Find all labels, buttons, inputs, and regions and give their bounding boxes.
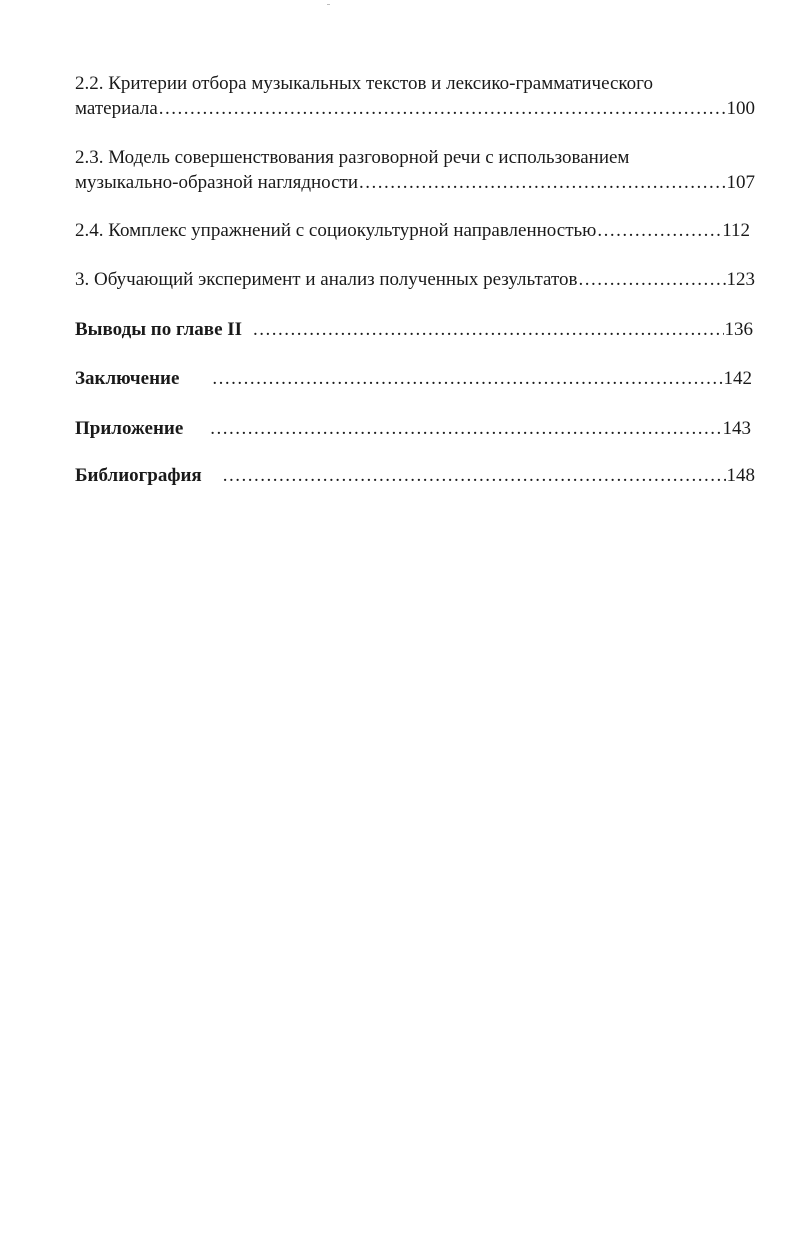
toc-entry-conclusion-label: Заключение — [75, 368, 180, 389]
toc-entry-2-4-label: 2.4. Комплекс упражнений с социокультурной направленностью — [75, 220, 597, 241]
toc-entry-conclusions-ch2[interactable] — [75, 318, 753, 342]
dot-leader — [253, 318, 723, 342]
dot-leader — [578, 268, 725, 292]
dot-leader — [159, 97, 726, 121]
toc-entry-2-3-label: музыкально-образной наглядности — [75, 172, 359, 193]
toc-entry-conclusion-page: 142 — [723, 368, 752, 389]
toc-entry-conclusions-ch2-label: Выводы по главе II — [75, 319, 243, 340]
toc-entry-2-3-line1: 2.3. Модель совершенствования разговорной речи с использованием — [75, 147, 630, 168]
toc-entry-2-2-page: 100 — [726, 98, 755, 119]
toc-entry-2-3-page: 107 — [726, 172, 755, 193]
toc-entry-2-4[interactable] — [75, 219, 750, 243]
dot-leader — [212, 367, 722, 391]
toc-entry-appendix-label: Приложение — [75, 418, 184, 439]
toc-entry-2-4-page: 112 — [722, 220, 750, 241]
dot-leader — [223, 464, 726, 488]
toc-entry-2-2-label: материала — [75, 98, 158, 119]
toc-entry-3[interactable] — [75, 268, 755, 292]
toc-entry-2-2[interactable] — [75, 97, 755, 121]
toc-entry-bibliography[interactable] — [75, 464, 755, 488]
toc-entry-appendix[interactable] — [75, 417, 751, 441]
toc-entry-conclusions-ch2-page: 136 — [724, 319, 753, 340]
toc-entry-3-label: 3. Обучающий эксперимент и анализ полученных результатов — [75, 269, 578, 290]
scan-mark — [327, 4, 330, 5]
toc-entry-3-page: 123 — [726, 269, 755, 290]
toc-entry-2-3[interactable] — [75, 171, 755, 195]
toc-entry-bibliography-label: Библиография — [75, 465, 202, 486]
toc-entry-conclusion[interactable] — [75, 367, 752, 391]
dot-leader — [359, 171, 725, 195]
toc-entry-appendix-page: 143 — [722, 418, 751, 439]
dot-leader — [210, 417, 721, 441]
dot-leader — [597, 219, 721, 243]
toc-entry-bibliography-page: 148 — [726, 465, 755, 486]
toc-entry-2-2-line1: 2.2. Критерии отбора музыкальных текстов и лексико-грамматического — [75, 73, 654, 94]
